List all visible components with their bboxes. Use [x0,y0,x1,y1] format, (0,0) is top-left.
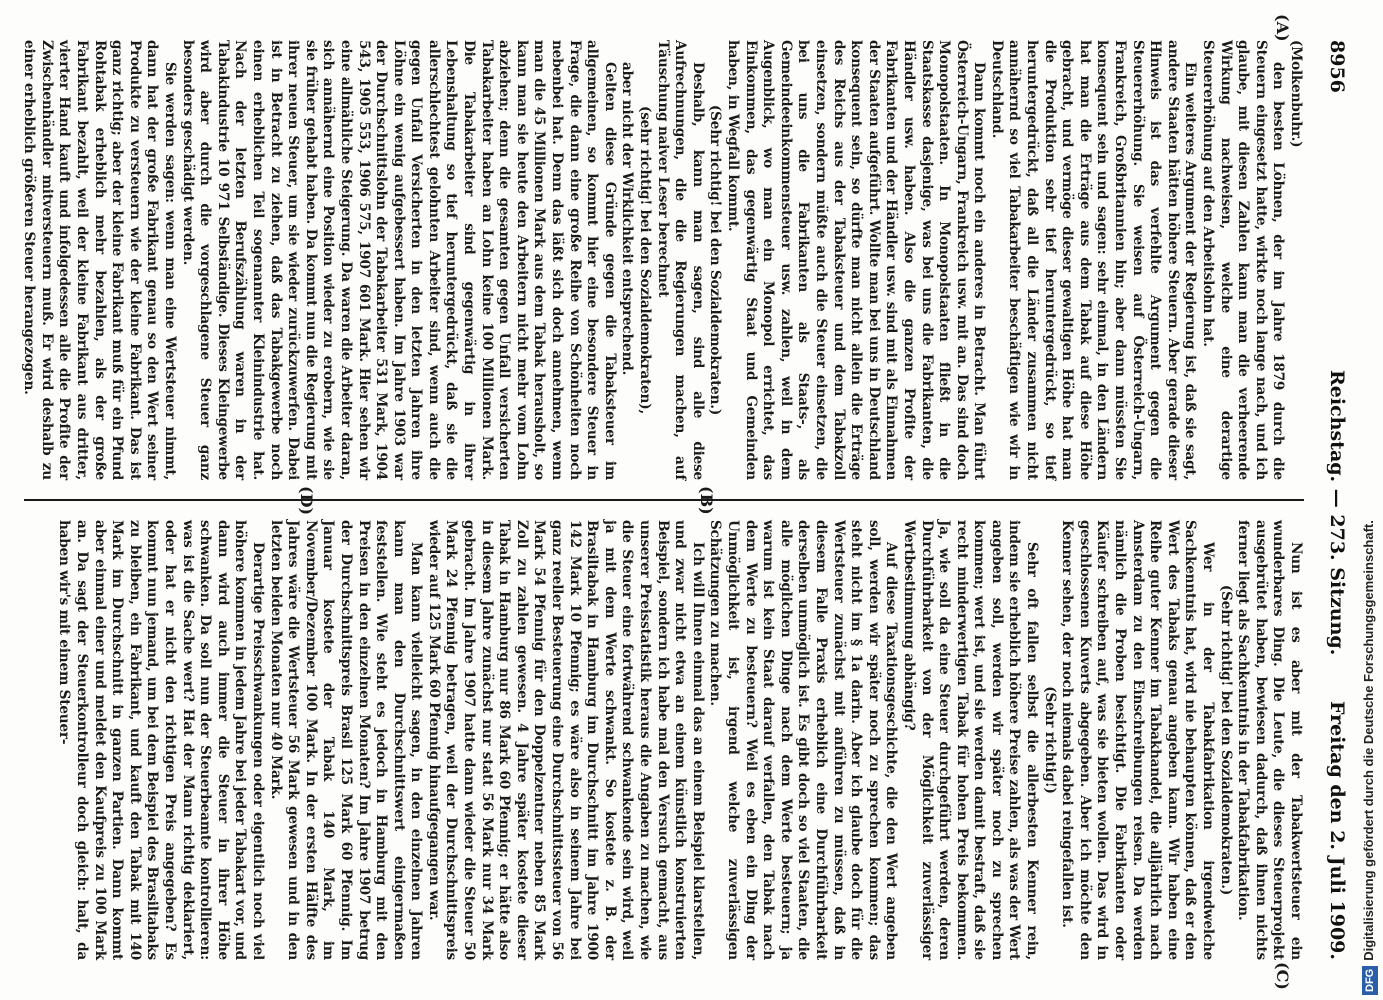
paragraph: Man kann vielleicht sagen, in den einzelnen Jahren kann man den Durchschnittswert einigermaßen feststellen. Wie steht es jedoch in Hamburg mit den Preisen in den einzelnen Monaten? Im Jahre 1907 betrug der Durchschnittspreis Brasil 125 Mark 60 Pfennig. Im Januar kostete der Tabak 140 Mark, im November/Dezember 100 Mark. In der ersten Hälfte des Jahres wäre die Wertsteuer 56 Mark gewesen und in den letzten beiden Monaten nur 40 Mark. [267,520,425,960]
paragraph: aber nicht der Wirklichkeit entsprechend. [619,62,636,376]
digitization-sidebar [1356,0,1383,1000]
left-column-text [20,40,1287,480]
paragraph: (Sehr richtig!) [1041,686,1058,794]
paragraph: (Sehr richtig! bei den Sozialdemokraten.) [707,104,724,416]
page-header [1322,40,1348,960]
paragraph: den besten Löhnen, der im Jahre 1879 durch die Steuern eingesetzt hatte, wirkte noch lange nach, und ich glaube, mit diesen Zahlen kann man die verheerende Wirkung nachweisen, welche eine derartige Steuererhöhung auf den Arbeitslohn hat. [1200,40,1287,480]
margin-letter-c: (C) [1273,962,1292,990]
funding-notice-text: Digitalisierung gefördert durch die Deutsche Forschungsgemeinschaft. [1361,520,1376,961]
paragraph: Derartige Preisschwankungen oder eigentlich noch viel höhere kommen in jedem Jahre bei jeder Tabakart vor, und dann wird auch immer die Steuer in ihrer Höhe schwanken. Da soll nun der Steuerbeamte kontrollieren: was ist die Sache wert? Hat der Mann richtig deklariert, oder hat er nicht den richtigen Preis angegeben? Es kommt nun jemand, um bei dem Beispiel des Brasiltabaks zu bleiben, ein Fabrikant, und kauft den Tabak mit 140 Mark im Durchschnitt in ganzen Partien. Dann kommt aber einmal einer und meldet den Kaufpreis zu 100 Mark an. Da sagt der Steuerkontrolleur doch gleich: halt, da haben wir's mit einem Steuer- [56,520,266,960]
paragraph: (Sehr richtig! bei den Sozialdemokraten.) [1217,584,1234,896]
paragraph: Gelten diese Gründe gegen die Tabaksteuer im allgemeinen, so kommt hier eine besondere Steuer in Frage, die dann eine große Reihe von Schönheiten noch nebenbei hat. Denn das läßt sich doch annehmen, wenn man die 45 Millionen Mark aus dem Tabak herausholt, so kann man sie heute den Arbeitern nicht mehr vom Lohn abziehen; denn die gesamten gegen Unfall versicherten Tabakarbeiter haben an Lohn keine 100 Millionen Mark. Die Tabakarbeiter sind gegenwärtig in ihrer Lebenshaltung so tief heruntergedrückt, daß sie die allerschlechtest gelohnten Arbeiter sind, wenn auch die gegen Unfall Versicherten in den letzten Jahren ihre Löhne ein wenig aufgebessert haben. Im Jahre 1903 war der Durchschnittslohn der Tabakarbeiter 531 Mark, 1904 543, 1905 553, 1906 575, 1907 601 Mark. Hier sehen wir eine allmähliche Steigerung. Da waren die Arbeiter daran, sich annähernd eine Position wieder zu erobern, wie sie sie früher gehabt haben. Da kommt nun die Regierung mit ihrer neuen Steuer, um sie wieder zurückzuwerfen. Dabei ist in Betracht zu ziehen, daß das Tabakgewerbe noch einen erheblichen Teil sogenannter Kleinindustrie hat. Nach der letzten Berufszählung waren in der Tabakindustrie 10 971 Selbständige. Dieses Kleingewerbe wird aber durch die vorgeschlagene Steuer ganz besonders geschädigt werden. [179,40,618,480]
paragraph: (sehr richtig! bei den Sozialdemokraten), [637,106,654,414]
margin-letter-a: (A) [1273,14,1292,42]
right-column [24,520,1304,960]
left-column [21,40,1304,480]
right-column-text [55,520,1304,960]
paragraph: Sie werden sagen: wenn man eine Wertsteuer nimmt, dann hat der große Fabrikant genau so den Wert seiner Produkte zu versteuern wie der kleine Fabrikant. Das ist ganz richtig; aber der kleine Fabrikant muß für ein Pfund Rohtabak erheblich mehr bezahlen, als der große Fabrikant bezahlt, weil der kleine Fabrikant aus dritter, vierter Hand kauft und infolgedessen alle die Profite der Zwischenhändler mitversteuern muß. Er wird deshalb zu einer erheblich größeren Steuer herangezogen. [21,40,178,480]
paragraph: Auf diese Taxationsgeschichte, die den Wert angeben soll, werden wir später noch zu sprechen kommen; das steht nicht im § 1a darin. Aber ich glaube doch für die Wertsteuer zunächst mit anführen zu müssen, daß in diesem Falle Praxis erheblich eine Durchführbarkeit derselben unmöglich ist. Es gibt doch so viel Staaten, die alle möglichen Dinge nach dem Werte besteuern; ja warum ist kein Staat darauf verfallen, den Tabak nach dem Werte zu besteuern? Weil es eben ein Ding der Unmöglichkeit ist, irgend welche zuverlässigen Schätzungen zu machen. [707,520,900,960]
header-date: Freitag den 2. Juli 1909. [1326,700,1348,960]
header-title: Reichstag. — 273. Sitzung. [1326,370,1348,656]
paragraph: Deshalb, kann man sagen, sind alle diese Aufrechnungen, die die Regierungen machen, auf Täuschung naiver Leser berechnet [654,40,706,480]
column-divider [24,499,1304,501]
paragraph: Sehr oft fallen selbst die allerbesten Kenner rein, indem sie erheblich höhere Preise zahlen, als was der Wert angeben soll, werden wir später noch zu sprechen kommen; wert ist, und sie werden damit bestraft, daß sie recht minderwertigen Tabak für hohen Preis bekommen. Ja, wie soll da eine Steuer durchgeführt werden, deren Durchführbarkeit von der Möglichkeit zuverlässiger Wertbestimmung abhängig? [900,520,1041,960]
paragraph: Wer in der Tabakfabrikation irgendwelche Sachkenntnis hat, wird nie behaupten können, daß er den Wert des Tabaks genau angeben kann. Wir haben eine Reihe guter Kenner im Tabakhandel, die alljährlich nach Amsterdam zu den Einschreibungen reisen. Da werden nämlich die Proben besichtigt. Die Fabrikanten oder Käufer schreiben auf, was sie bieten wollen. Das wird in geschlossenen Kuverts abgegeben. Aber ich möchte den Kenner sehen, der noch niemals dabei reingefallen ist. [1059,520,1217,960]
paragraph: Ein weiteres Argument der Regierung ist, daß sie sagt, andere Staaten hätten höhere Steuern. Aber gerade dieser Hinweis ist das verfehlte Argument gegen die Steuererhöhung. Sie weisen auf Österreich-Ungarn, Frankreich, Großbritannien hin; aber dann müssten Sie konsequent sein und sagen: sehr einmal, in den Ländern hat man die Erträge aus dem Tabak auf diese Höhe gebracht, und vermöge dieser gewaltigen Höhe hat man die Produktion sehr tief heruntergedrückt, so tief heruntergedrückt, daß all die Länder zusammen nicht annähernd so viel Tabakarbeiter beschäftigen wie wir in Deutschland. [988,40,1199,480]
paragraph: Ich will Ihnen einmal das an einem Beispiel klarstellen, und zwar nicht etwa an einem künstlich konstruierten Beispiel, sondern ich habe mal den Versuch gemacht, aus unserer Preisstatistik heraus die Angaben zu machen, wie die Steuer eine fortwährend schwankende sein wird, weil ja mit dem Werte schwankt. So kostete z. B. der Brasiltabak in Hamburg im Durchschnitt im Jahre 1900 142 Mark 10 Pfennig; es wäre also in seinem Jahre bei ganz reeller Besteuerung eine Durchschnittssteuer von 56 Mark 54 Pfennig für den Doppelzentner neben 85 Mark Zoll zu zahlen gewesen. 4 Jahre später kostete dieser Tabak in Hamburg nur 86 Mark 60 Pfennig; er hätte also in diesem Jahre zunächst nur statt 56 Mark nur 34 Mark gebracht. Im Jahre 1907 hatte dann wieder die Steuer 50 Mark 24 Pfennig betragen, weil der Durchschnittspreis wieder auf 125 Mark 60 Pfennig hinaufgegangen war. [425,520,706,960]
margin-letter-d: (D) [297,486,316,516]
page-number: 8956 [1326,40,1348,93]
dfg-logo: DFG [1362,966,1378,995]
margin-letter-b: (B) [697,486,716,515]
paragraph: Dann kommt noch ein anderes in Betracht. Man führt Österreich-Ungarn, Frankreich usw. mit an. Das sind doch Monopolstaaten. In Monopolstaaten fließt in die Staatskasse dasjenige, was bei uns die Fabrikanten, die Händler usw. haben. Also die ganzen Profite der Fabrikanten und der Händler usw. sind mit als Einnahmen der Staaten aufgeführt. Wollte man bei uns in Deutschland konsequent sein, so dürfte man nicht allein die Erträge des Reichs aus der Tabaksteuer und dem Tabakzoll einsetzen, sondern müßte auch die Steuer einsetzen, die bei uns die Fabrikanten als Staats-, als Gemeindeeinkommensteuer usw. zahlen, weil in dem Augenblick, wo man ein Monopol errichtet, das Einkommen, das gegenwärtig Staat und Gemeinden haben, in Wegfall kommt. [725,40,988,480]
funding-notice [1358,5,1380,995]
speaker-label: (Molkenbuhr.) [1288,40,1304,148]
paragraph: Nun ist es aber mit der Tabakwertsteuer ein wunderbares Ding. Die Leute, die dieses Steuerprojekt ausgebrütet haben, bewiesen dadurch, daß ihnen nichts ferner liegt als Sachkenntnis in der Tabakfabrikation. [1235,520,1304,960]
